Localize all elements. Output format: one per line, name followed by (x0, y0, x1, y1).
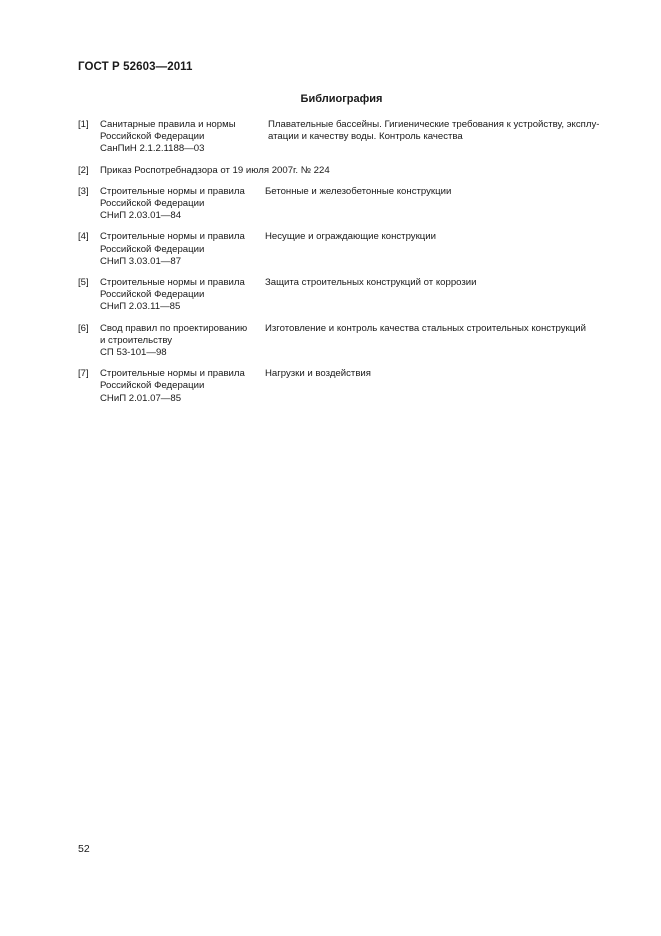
entry-source: Свод правил по проектированию и строительству СП 53-101—98 (100, 322, 248, 359)
entry-title: Бетонные и железобетонные конструкции (265, 185, 452, 197)
entry-source: Строительные нормы и правила Российской Федерации СНиП 2.01.07—85 (100, 368, 245, 404)
entry-source: Строительные нормы и правила Российской Федерации СНиП 2.03.01—84 (100, 185, 245, 222)
entry-number: [1] (78, 119, 89, 130)
entry-number: [4] (78, 231, 89, 243)
bibliography-entry-2 (78, 165, 618, 177)
bibliography-entry-1 (78, 119, 618, 156)
entry-title: Защита строительных конструкций от коррозии (265, 277, 477, 289)
bibliography-entry-4 (78, 231, 618, 268)
entry-number: [7] (78, 368, 89, 380)
entry-source: Санитарные правила и нормы Российской Федерации СанПиН 2.1.2.1188—03 (100, 119, 236, 155)
bibliography-entry-7 (78, 368, 618, 405)
entry-title: Плавательные бассейны. Гигиенические требования к устройству, эксплу- атации и качеству воды. Контроль качества (268, 119, 600, 143)
bibliography-heading: Библиография (300, 93, 383, 105)
entry-number: [6] (78, 322, 89, 334)
bibliography-entry-5 (78, 277, 618, 314)
page-number: 52 (78, 843, 90, 855)
standard-code-header: ГОСТ Р 52603—2011 (78, 61, 193, 73)
bibliography-entry-6 (78, 323, 618, 360)
entry-source: Строительные нормы и правила Российской Федерации СНиП 2.03.11—85 (100, 277, 245, 313)
entry-title: Нагрузки и воздействия (265, 368, 371, 380)
entry-source: Строительные нормы и правила Российской Федерации СНиП 3.03.01—87 (100, 231, 245, 267)
bibliography-entry-3 (78, 186, 618, 223)
entry-number: [2] (78, 164, 89, 176)
entry-reference: Приказ Роспотребнадзора от 19 июля 2007г. № 224 (100, 164, 330, 176)
entry-title: Несущие и ограждающие конструкции (265, 231, 437, 243)
entry-number: [5] (78, 277, 89, 289)
entry-number: [3] (78, 185, 89, 197)
entry-title: Изготовление и контроль качества стальных строительных конструкций (265, 322, 586, 334)
bibliography-list (78, 119, 618, 414)
